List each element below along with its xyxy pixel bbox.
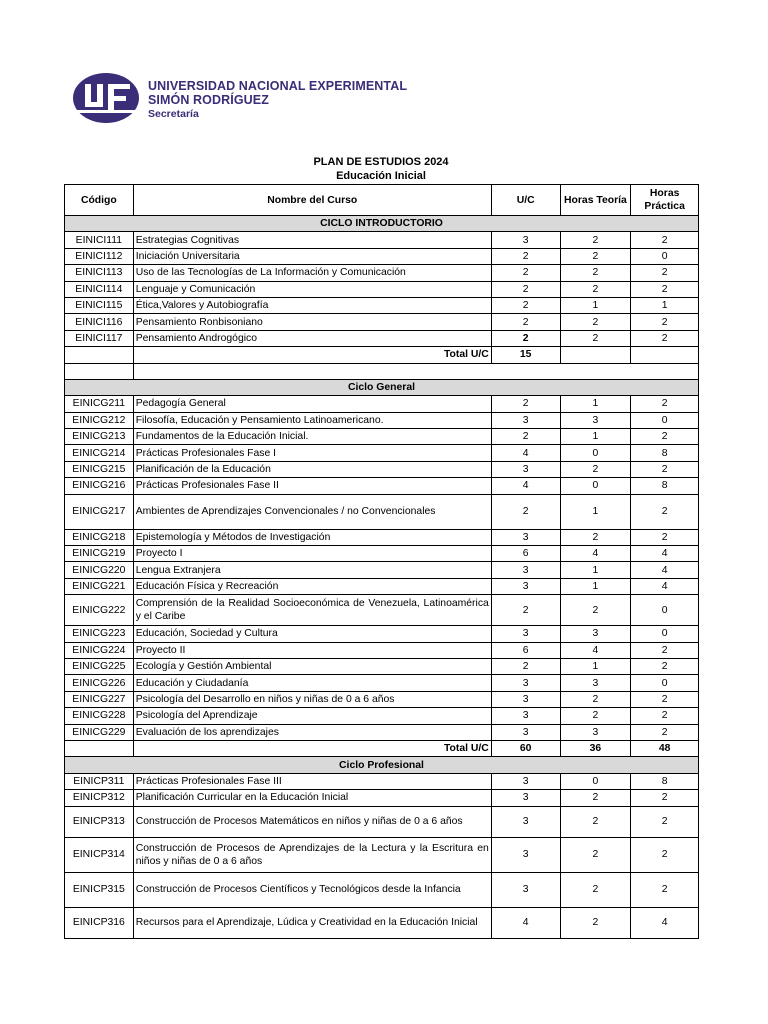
course-horas-teoria: 0 (560, 773, 631, 789)
course-name: Psicología del Aprendizaje (133, 708, 491, 724)
course-uc: 3 (491, 708, 560, 724)
course-horas-practica: 2 (631, 330, 699, 346)
course-name: Epistemología y Métodos de Investigación (133, 529, 491, 545)
course-name: Ecología y Gestión Ambiental (133, 658, 491, 674)
course-name: Pensamiento Androgógico (133, 330, 491, 346)
table-row (65, 907, 699, 938)
course-horas-practica: 0 (631, 595, 699, 626)
course-horas-practica: 2 (631, 494, 699, 529)
spacer-row (65, 363, 699, 379)
total-ht: 36 (560, 740, 631, 756)
course-uc: 2 (491, 494, 560, 529)
table-row (65, 232, 699, 248)
course-code: EINICI112 (65, 248, 134, 264)
course-name: Filosofía, Educación y Pensamiento Latinoamericano. (133, 412, 491, 428)
course-uc: 2 (491, 595, 560, 626)
plan-table (64, 184, 699, 939)
course-uc: 3 (491, 232, 560, 248)
document-titles (64, 155, 698, 183)
course-horas-teoria: 2 (560, 248, 631, 264)
table-row (65, 546, 699, 562)
empty-cell (631, 347, 699, 363)
course-code: EINICI115 (65, 297, 134, 313)
course-horas-teoria: 2 (560, 314, 631, 330)
course-horas-teoria: 3 (560, 626, 631, 642)
course-name: Educación, Sociedad y Cultura (133, 626, 491, 642)
course-uc: 3 (491, 461, 560, 477)
course-horas-practica: 2 (631, 790, 699, 806)
course-name: Evaluación de los aprendizajes (133, 724, 491, 740)
total-uc: 60 (491, 740, 560, 756)
course-uc: 3 (491, 872, 560, 907)
table-row (65, 281, 699, 297)
course-code: EINICG211 (65, 396, 134, 412)
course-name: Comprensión de la Realidad Socioeconómica de Venezuela, Latinoamérica y el Caribe (133, 595, 491, 626)
course-horas-teoria: 1 (560, 429, 631, 445)
course-horas-teoria: 1 (560, 396, 631, 412)
course-code: EINICI116 (65, 314, 134, 330)
course-uc: 3 (491, 529, 560, 545)
header-uc: U/C (491, 185, 560, 216)
course-uc: 3 (491, 562, 560, 578)
course-name: Prácticas Profesionales Fase I (133, 445, 491, 461)
course-horas-practica: 2 (631, 642, 699, 658)
course-code: EINICG222 (65, 595, 134, 626)
table-row (65, 330, 699, 346)
table-row (65, 529, 699, 545)
course-name: Psicología del Desarrollo en niños y niñas de 0 a 6 años (133, 691, 491, 707)
course-name: Pedagogía General (133, 396, 491, 412)
course-horas-teoria: 2 (560, 790, 631, 806)
course-uc: 3 (491, 724, 560, 740)
course-horas-practica: 4 (631, 907, 699, 938)
course-name: Fundamentos de la Educación Inicial. (133, 429, 491, 445)
course-name: Proyecto I (133, 546, 491, 562)
header-row (65, 185, 699, 216)
course-name: Prácticas Profesionales Fase III (133, 773, 491, 789)
doc-title: PLAN DE ESTUDIOS 2024 (313, 156, 449, 168)
course-horas-teoria: 2 (560, 708, 631, 724)
course-horas-practica: 2 (631, 529, 699, 545)
course-code: EINICG229 (65, 724, 134, 740)
empty-cell (65, 363, 134, 379)
course-horas-practica: 2 (631, 872, 699, 907)
org-line-3: Secretaría (148, 108, 199, 120)
university-name (148, 79, 407, 121)
course-name: Prácticas Profesionales Fase II (133, 478, 491, 494)
course-horas-practica: 2 (631, 658, 699, 674)
course-uc: 6 (491, 642, 560, 658)
course-uc: 2 (491, 396, 560, 412)
course-horas-teoria: 4 (560, 546, 631, 562)
course-horas-teoria: 2 (560, 529, 631, 545)
doc-subtitle: Educación Inicial (336, 170, 426, 182)
course-code: EINICI111 (65, 232, 134, 248)
course-uc: 3 (491, 691, 560, 707)
course-uc: 4 (491, 907, 560, 938)
header-codigo: Código (65, 185, 134, 216)
table-row (65, 872, 699, 907)
course-horas-teoria: 0 (560, 445, 631, 461)
course-name: Planificación Curricular en la Educación Inicial (133, 790, 491, 806)
table-row (65, 562, 699, 578)
course-name: Lengua Extranjera (133, 562, 491, 578)
table-row (65, 396, 699, 412)
course-name: Construcción de Procesos Científicos y Tecnológicos desde la Infancia (133, 872, 491, 907)
course-horas-teoria: 1 (560, 658, 631, 674)
course-name: Proyecto II (133, 642, 491, 658)
empty-cell (133, 363, 698, 379)
table-row (65, 297, 699, 313)
table-row (65, 806, 699, 837)
header-nombre: Nombre del Curso (133, 185, 491, 216)
course-horas-teoria: 0 (560, 478, 631, 494)
org-line-1: UNIVERSIDAD NACIONAL EXPERIMENTAL (148, 79, 408, 93)
course-uc: 3 (491, 675, 560, 691)
course-uc: 2 (491, 330, 560, 346)
course-horas-practica: 2 (631, 461, 699, 477)
course-name: Educación y Ciudadanía (133, 675, 491, 691)
table-body (65, 216, 699, 939)
course-code: EINICP314 (65, 837, 134, 872)
course-horas-teoria: 2 (560, 806, 631, 837)
course-horas-practica: 0 (631, 626, 699, 642)
course-horas-teoria: 1 (560, 297, 631, 313)
course-horas-teoria: 2 (560, 907, 631, 938)
course-code: EINICG224 (65, 642, 134, 658)
course-uc: 2 (491, 314, 560, 330)
course-horas-practica: 2 (631, 314, 699, 330)
table-row (65, 595, 699, 626)
table-row (65, 248, 699, 264)
course-horas-teoria: 2 (560, 691, 631, 707)
course-code: EINICG221 (65, 578, 134, 594)
total-hp: 48 (631, 740, 699, 756)
course-horas-practica: 8 (631, 478, 699, 494)
course-horas-practica: 2 (631, 232, 699, 248)
course-uc: 2 (491, 265, 560, 281)
table-row (65, 708, 699, 724)
course-uc: 3 (491, 773, 560, 789)
course-horas-practica: 2 (631, 837, 699, 872)
course-code: EINICI117 (65, 330, 134, 346)
table-row (65, 494, 699, 529)
table-row (65, 773, 699, 789)
course-horas-practica: 2 (631, 429, 699, 445)
course-code: EINICG212 (65, 412, 134, 428)
course-uc: 3 (491, 626, 560, 642)
course-horas-practica: 0 (631, 412, 699, 428)
course-code: EINICP313 (65, 806, 134, 837)
course-code: EINICP312 (65, 790, 134, 806)
course-code: EINICG214 (65, 445, 134, 461)
section-title: Ciclo Profesional (65, 757, 699, 773)
course-uc: 2 (491, 281, 560, 297)
course-name: Ambientes de Aprendizajes Convencionales / no Convencionales (133, 494, 491, 529)
total-uc: 15 (491, 347, 560, 363)
course-horas-teoria: 2 (560, 461, 631, 477)
course-uc: 2 (491, 658, 560, 674)
course-horas-teoria: 4 (560, 642, 631, 658)
table-row (65, 314, 699, 330)
course-name: Recursos para el Aprendizaje, Lúdica y Creatividad en la Educación Inicial (133, 907, 491, 938)
course-uc: 3 (491, 790, 560, 806)
header-horas-practica-1: Horas (649, 188, 680, 199)
course-horas-practica: 4 (631, 546, 699, 562)
section-title: Ciclo General (65, 379, 699, 395)
course-horas-practica: 2 (631, 806, 699, 837)
course-horas-practica: 2 (631, 265, 699, 281)
course-horas-practica: 0 (631, 675, 699, 691)
course-code: EINICG218 (65, 529, 134, 545)
course-name: Educación Física y Recreación (133, 578, 491, 594)
course-horas-teoria: 2 (560, 281, 631, 297)
course-name: Uso de las Tecnologías de La Información y Comunicación (133, 265, 491, 281)
course-uc: 3 (491, 412, 560, 428)
course-name: Ética,Valores y Autobiografía (133, 297, 491, 313)
section-row-general (65, 379, 699, 395)
course-code: EINICG215 (65, 461, 134, 477)
course-horas-teoria: 2 (560, 872, 631, 907)
course-horas-teoria: 2 (560, 837, 631, 872)
course-uc: 4 (491, 445, 560, 461)
course-name: Pensamiento Ronbisoniano (133, 314, 491, 330)
course-horas-teoria: 2 (560, 330, 631, 346)
course-code: EINICG223 (65, 626, 134, 642)
course-code: EINICG227 (65, 691, 134, 707)
course-name: Construcción de Procesos de Aprendizajes de la Lectura y la Escritura en niños y niñas de 0 a 6 años (133, 837, 491, 872)
course-code: EINICP311 (65, 773, 134, 789)
course-horas-practica: 8 (631, 773, 699, 789)
document-header (72, 72, 412, 128)
course-code: EINICI113 (65, 265, 134, 281)
table-row (65, 790, 699, 806)
table-row (65, 265, 699, 281)
course-code: EINICI114 (65, 281, 134, 297)
total-label: Total U/C (133, 740, 491, 756)
table-row (65, 578, 699, 594)
course-horas-practica: 1 (631, 297, 699, 313)
table-row (65, 461, 699, 477)
course-horas-practica: 2 (631, 724, 699, 740)
header-horas-practica-2: Práctica (644, 201, 685, 212)
course-horas-practica: 2 (631, 396, 699, 412)
table-row (65, 675, 699, 691)
course-name: Construcción de Procesos Matemáticos en niños y niñas de 0 a 6 años (133, 806, 491, 837)
course-code: EINICP315 (65, 872, 134, 907)
course-horas-practica: 8 (631, 445, 699, 461)
course-code: EINICG226 (65, 675, 134, 691)
table-row (65, 478, 699, 494)
empty-cell (65, 347, 134, 363)
table-row (65, 691, 699, 707)
course-uc: 3 (491, 837, 560, 872)
course-name: Lenguaje y Comunicación (133, 281, 491, 297)
table-row (65, 445, 699, 461)
course-horas-practica: 2 (631, 691, 699, 707)
course-code: EINICG219 (65, 546, 134, 562)
course-horas-teoria: 2 (560, 232, 631, 248)
table-row (65, 724, 699, 740)
section-row-profesional (65, 757, 699, 773)
course-code: EINICG228 (65, 708, 134, 724)
course-horas-teoria: 3 (560, 724, 631, 740)
course-code: EINICG220 (65, 562, 134, 578)
course-uc: 3 (491, 806, 560, 837)
course-horas-teoria: 3 (560, 412, 631, 428)
course-horas-teoria: 2 (560, 595, 631, 626)
course-code: EINICG225 (65, 658, 134, 674)
course-horas-teoria: 2 (560, 265, 631, 281)
logo-icon (72, 72, 140, 124)
section-title: CICLO INTRODUCTORIO (65, 216, 699, 232)
course-horas-teoria: 1 (560, 562, 631, 578)
course-horas-practica: 4 (631, 578, 699, 594)
course-uc: 4 (491, 478, 560, 494)
course-horas-practica: 4 (631, 562, 699, 578)
course-code: EINICP316 (65, 907, 134, 938)
course-uc: 2 (491, 297, 560, 313)
course-uc: 2 (491, 248, 560, 264)
course-horas-practica: 0 (631, 248, 699, 264)
table-row (65, 837, 699, 872)
course-horas-teoria: 1 (560, 578, 631, 594)
course-name: Planificación de la Educación (133, 461, 491, 477)
total-row-introductorio (65, 347, 699, 363)
course-code: EINICG213 (65, 429, 134, 445)
section-row-introductorio (65, 216, 699, 232)
table-row (65, 642, 699, 658)
course-horas-practica: 2 (631, 281, 699, 297)
header-horas-practica (631, 185, 699, 216)
course-name: Iniciación Universitaria (133, 248, 491, 264)
table-row (65, 429, 699, 445)
course-horas-teoria: 3 (560, 675, 631, 691)
total-label: Total U/C (133, 347, 491, 363)
table-row (65, 626, 699, 642)
total-row-general (65, 740, 699, 756)
course-uc: 6 (491, 546, 560, 562)
course-uc: 3 (491, 578, 560, 594)
empty-cell (65, 740, 134, 756)
course-uc: 2 (491, 429, 560, 445)
course-code: EINICG217 (65, 494, 134, 529)
table-row (65, 412, 699, 428)
table-row (65, 658, 699, 674)
course-horas-practica: 2 (631, 708, 699, 724)
org-line-2: SIMÓN RODRÍGUEZ (148, 93, 269, 107)
empty-cell (560, 347, 631, 363)
header-horas-teoria: Horas Teoría (560, 185, 631, 216)
course-horas-teoria: 1 (560, 494, 631, 529)
course-name: Estrategias Cognitivas (133, 232, 491, 248)
course-code: EINICG216 (65, 478, 134, 494)
